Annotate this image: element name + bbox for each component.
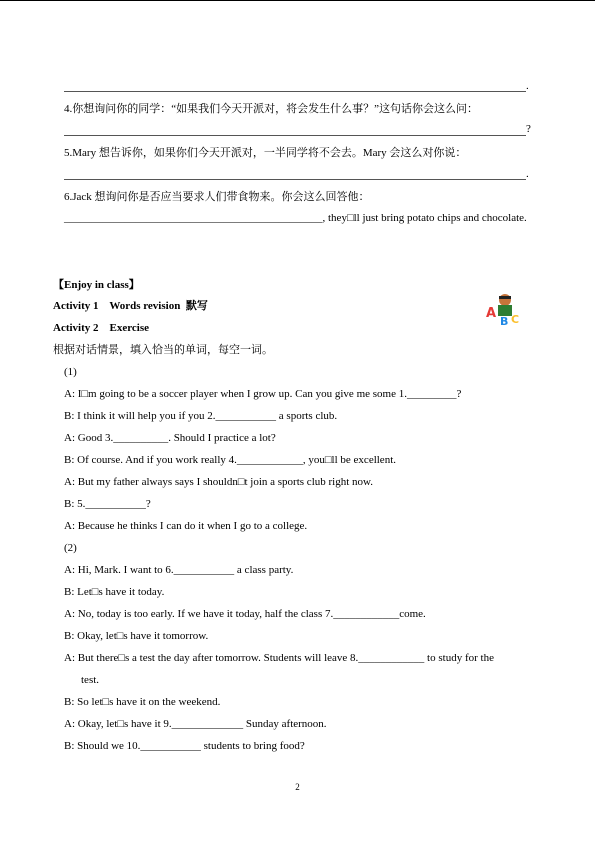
dialogue-line: B: Should we 10.___________ students to bring food? [64,740,305,752]
svg-text:A: A [486,306,497,321]
answer-line-q4[interactable] [64,135,526,136]
activity-2-heading: Activity 2 Exercise [53,322,150,334]
dialogue-line: B: I think it will help you if you 2.___________ a sports club. [64,410,338,422]
q4-end-mark: ? [526,123,531,135]
question-5: 5.Mary 想告诉你，如果你们今天开派对，一半同学将不会去。Mary 会这么对你说： [64,147,467,159]
dialogue-line: A: But there□s a test the day after tomorrow. Students will leave 8.____________ to study for the [64,652,494,664]
answer-q6[interactable]: _______________________________________________, they□ll just bring potato chips and chocolate. [64,212,527,224]
dialogue-line: A: Because he thinks I can do it when I go to a college. [64,520,308,532]
dialogue-line: A: No, today is too early. If we have it today, half the class 7.____________come. [64,608,426,620]
dialogue-line: B: So let□s have it on the weekend. [64,696,221,708]
header-rule [0,0,595,1]
dialogue-line: test. [81,674,100,686]
dialogue-line: A: Good 3.__________. Should I practice a lot? [64,432,276,444]
q3-end-mark: . [526,80,529,92]
svg-text:C: C [511,313,520,326]
section-title: 【Enjoy in class】 [53,279,140,291]
exercise-instruction: 根据对话情景，填入恰当的单词，每空一词。 [53,344,273,356]
dialogue-line: B: Let□s have it today. [64,586,165,598]
dialogue-line: A: But my father always says I shouldn□t join a sports club right now. [64,476,374,488]
q5-end-mark: . [526,168,529,180]
dialogue-line: A: Hi, Mark. I want to 6.___________ a class party. [64,564,294,576]
abc-blocks-icon [483,291,523,329]
dialogue-1-label: (1) [64,366,77,378]
dialogue-line: B: Okay, let□s have it tomorrow. [64,630,209,642]
svg-text:B: B [500,315,509,328]
dialogue-line: B: Of course. And if you work really 4.____________, you□ll be excellent. [64,454,396,466]
answer-line-q5[interactable] [64,179,526,180]
answer-line-q3[interactable] [64,91,526,92]
activity-1-heading: Activity 1 Words revision 默写 [53,300,208,312]
question-4: 4.你想询问你的同学：“如果我们今天开派对，将会发生什么事？”这句话你会这么问： [64,103,479,115]
dialogue-line: B: 5.___________? [64,498,151,510]
page-number: 2 [295,782,300,792]
dialogue-line: A: I□m going to be a soccer player when I grow up. Can you give me some 1._________? [64,388,462,400]
dialogue-line: A: Okay, let□s have it 9._____________ Sunday afternoon. [64,718,327,730]
dialogue-2-label: (2) [64,542,77,554]
question-6: 6.Jack 想询问你是否应当要求人们带食物来。你会这么回答他： [64,191,370,203]
